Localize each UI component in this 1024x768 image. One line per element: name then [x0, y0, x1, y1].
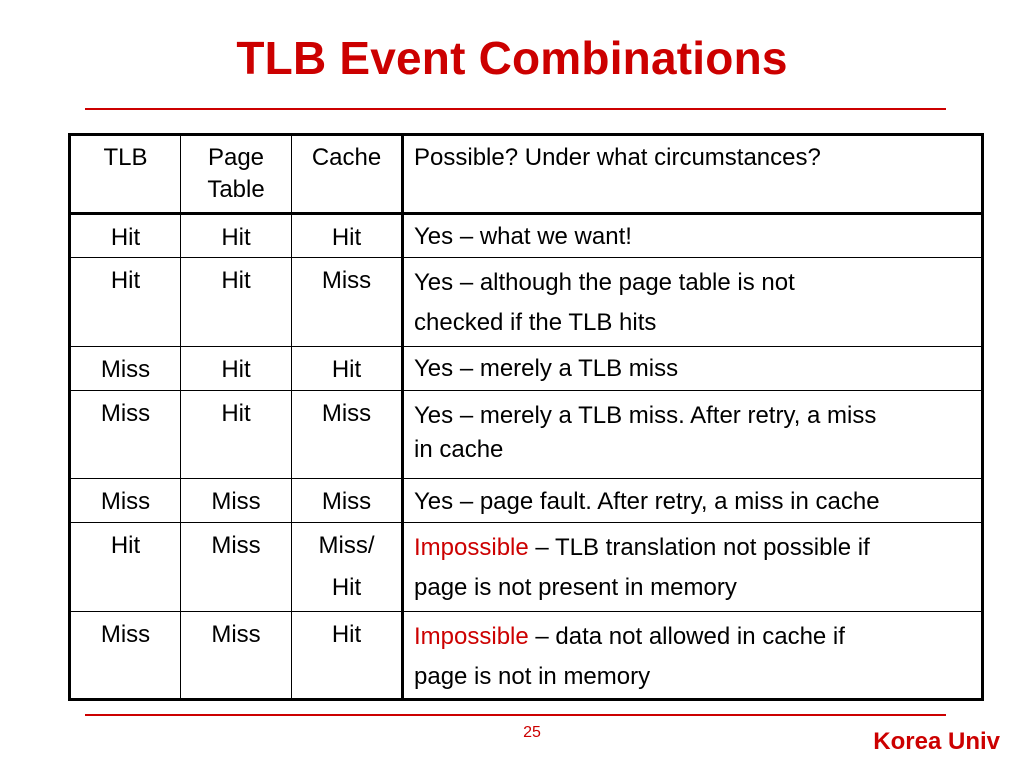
description-line: Yes – although the page table is not [414, 269, 795, 296]
cell-cache: Hit [292, 214, 403, 258]
cell-description [403, 391, 983, 479]
cell-cache: Hit [292, 347, 403, 391]
cell-page-table: Hit [181, 391, 292, 479]
cell-page-table: Hit [181, 214, 292, 258]
cell-cache: Miss [292, 258, 403, 347]
cell-tlb: Hit [70, 523, 181, 612]
cell-tlb: Miss [70, 479, 181, 523]
footer-divider [85, 714, 946, 716]
description-line: page is not present in memory [414, 574, 737, 601]
header-page-table-line1: Page [207, 144, 265, 171]
cell-description [403, 612, 983, 700]
description-line: in cache [414, 436, 504, 463]
header-cache [292, 135, 403, 214]
cache-line: Miss/ [318, 532, 375, 559]
cell-page-table: Miss [181, 523, 292, 612]
page-number: 25 [523, 724, 541, 741]
brand-label: Korea Univ [873, 728, 1000, 755]
table-row [70, 347, 983, 391]
cell-tlb: Miss [70, 391, 181, 479]
header-page-table-line2: Table [207, 176, 265, 203]
cell-cache: Miss [292, 479, 403, 523]
cell-description [403, 214, 983, 258]
impossible-label: Impossible [414, 623, 529, 650]
header-possible-label: Possible? Under what circumstances? [414, 144, 821, 171]
cell-page-table: Hit [181, 347, 292, 391]
cell-tlb: Miss [70, 347, 181, 391]
table-row [70, 523, 983, 612]
table-row [70, 214, 983, 258]
impossible-label: Impossible [414, 534, 529, 561]
table-row [70, 391, 983, 479]
table-header-row [70, 135, 983, 214]
table-row [70, 258, 983, 347]
table-row [70, 612, 983, 700]
description-line: Yes – merely a TLB miss. After retry, a miss [414, 402, 877, 429]
tlb-combinations-table [68, 133, 984, 701]
description-line: – data not allowed in cache if [528, 623, 845, 650]
table-row [70, 479, 983, 523]
cell-cache: Miss [292, 391, 403, 479]
description-line: page is not in memory [414, 663, 651, 690]
description-line: Yes – merely a TLB miss [414, 355, 679, 382]
header-possible [403, 135, 983, 214]
cell-description [403, 479, 983, 523]
header-tlb-label: TLB [103, 144, 148, 171]
description-line: Yes – what we want! [414, 223, 632, 250]
header-tlb [70, 135, 181, 214]
cell-page-table: Hit [181, 258, 292, 347]
cell-tlb: Hit [70, 214, 181, 258]
cell-page-table: Miss [181, 479, 292, 523]
cache-line: Hit [331, 574, 362, 601]
title-divider [85, 108, 946, 110]
header-cache-label: Cache [311, 144, 382, 171]
cell-description [403, 523, 983, 612]
slide-title: TLB Event Combinations [236, 32, 788, 84]
cell-tlb: Hit [70, 258, 181, 347]
header-page-table [181, 135, 292, 214]
description-line: checked if the TLB hits [414, 309, 657, 336]
cell-description [403, 258, 983, 347]
cell-page-table: Miss [181, 612, 292, 700]
cell-cache: Hit [292, 612, 403, 700]
description-line: Yes – page fault. After retry, a miss in cache [414, 488, 880, 515]
cell-tlb: Miss [70, 612, 181, 700]
cell-description [403, 347, 983, 391]
cell-cache [292, 523, 403, 612]
description-line: – TLB translation not possible if [528, 534, 870, 561]
